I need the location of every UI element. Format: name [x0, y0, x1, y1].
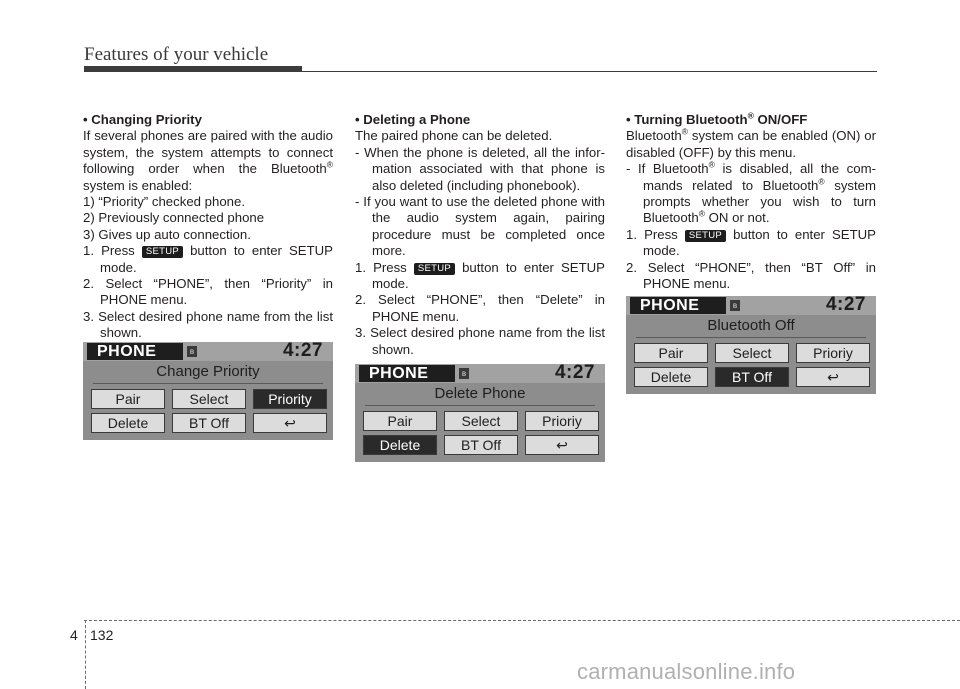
section-heading: • Deleting a Phone [355, 112, 471, 127]
section-turning-bluetooth [626, 112, 876, 292]
chapter-number: 4 [70, 627, 78, 643]
list-item: 1) “Priority” checked phone. [83, 194, 245, 210]
list-item: 2) Previously connected phone [83, 210, 265, 226]
screen-subtitle: Change Priority [156, 363, 260, 380]
screen-button-select[interactable]: Select [444, 411, 518, 431]
section-changing-priority [83, 112, 333, 342]
lcd-screen-bluetooth-off [626, 296, 876, 394]
paragraph: Bluetooth® system can be enabled (ON) or disabled (OFF) by this menu. [626, 127, 876, 160]
screen-button-pair[interactable]: Pair [363, 411, 437, 431]
step-item: 2. Select “PHONE”, then “Delete” in PHONE menu. [355, 292, 605, 324]
screen-divider [365, 405, 595, 406]
registered-mark: ® [747, 110, 754, 121]
note-item: - When the phone is deleted, all the infor-mation associated with that phone is also deleted (including phonebook). [355, 144, 605, 193]
footer-divider [85, 620, 86, 689]
list-item: 3) Gives up auto connection. [83, 226, 251, 242]
screen-button-bt-off[interactable]: BT Off [172, 413, 246, 433]
screen-clock: 4:27 [554, 364, 595, 383]
paragraph: If several phones are paired with the audio system, the system attempts to connect following order when the Bluetooth® system is enabled: [83, 128, 333, 193]
screen-clock: 4:27 [282, 342, 323, 361]
paragraph: The paired phone can be deleted. [355, 128, 553, 144]
screen-button-select[interactable]: Select [715, 343, 789, 363]
screen-title: PHONE [630, 297, 726, 314]
screen-button-delete[interactable]: Delete [91, 413, 165, 433]
screen-button-priority[interactable]: Priority [253, 389, 327, 409]
back-arrow-icon[interactable]: ↩ [796, 367, 870, 387]
screen-clock: 4:27 [825, 296, 866, 315]
registered-mark: ® [698, 209, 705, 220]
step-item: 2. Select “PHONE”, then “Priority” in PHONE menu. [83, 276, 333, 308]
bluetooth-icon: ʙ [459, 368, 469, 379]
lcd-screen-change-priority [83, 342, 333, 440]
bluetooth-icon: ʙ [187, 346, 197, 357]
step-item: 2. Select “PHONE”, then “BT Off” in PHONE menu. [626, 259, 876, 292]
header-rule [84, 71, 877, 72]
step-item: 1. Press SETUP button to enter SETUP mode. [355, 259, 605, 292]
back-arrow-icon[interactable]: ↩ [525, 435, 599, 455]
bluetooth-icon: ʙ [730, 300, 740, 311]
note-item: - If you want to use the deleted phone with the audio system again, pairing procedure must be completed once more. [355, 194, 605, 259]
step-item: 3. Select desired phone name from the list shown. [355, 325, 605, 357]
page-number: 132 [90, 627, 114, 643]
screen-button-pair[interactable]: Pair [634, 343, 708, 363]
screen-button-select[interactable]: Select [172, 389, 246, 409]
back-arrow-icon[interactable]: ↩ [253, 413, 327, 433]
setup-button-badge: SETUP [685, 230, 726, 242]
setup-button-badge: SETUP [142, 246, 183, 258]
page-header-title: Features of your vehicle [84, 44, 269, 65]
registered-mark: ® [818, 176, 825, 187]
step-item: 3. Select desired phone name from the list shown. [83, 308, 333, 341]
screen-subtitle: Bluetooth Off [707, 317, 795, 334]
registered-mark: ® [708, 159, 715, 170]
watermark: carmanualsonline.info [577, 659, 796, 684]
screen-button-priority[interactable]: Prioriy [796, 343, 870, 363]
screen-divider [636, 337, 866, 338]
screen-divider [93, 383, 323, 384]
registered-mark: ® [681, 127, 688, 138]
screen-button-priority[interactable]: Prioriy [525, 411, 599, 431]
screen-button-delete[interactable]: Delete [363, 435, 437, 455]
setup-button-badge: SETUP [414, 263, 455, 275]
lcd-screen-delete-phone [355, 364, 605, 462]
screen-subtitle: Delete Phone [434, 385, 526, 402]
note-item: - If Bluetooth® is disabled, all the com-mands related to Bluetooth® system prompts whether you wish to turn Bluetooth® ON or not. [626, 159, 876, 226]
screen-button-delete[interactable]: Delete [634, 367, 708, 387]
screen-title: PHONE [87, 343, 183, 360]
registered-mark: ® [326, 159, 333, 170]
section-deleting-phone [355, 112, 605, 358]
screen-button-bt-off[interactable]: BT Off [444, 435, 518, 455]
step-item: 1. Press SETUP button to enter SETUP mode. [626, 226, 876, 259]
screen-button-bt-off[interactable]: BT Off [715, 367, 789, 387]
screen-title: PHONE [359, 365, 455, 382]
section-heading: • Changing Priority [83, 112, 202, 127]
screen-button-pair[interactable]: Pair [91, 389, 165, 409]
section-heading: • Turning Bluetooth® ON/OFF [626, 110, 808, 127]
step-item: 1. Press SETUP button to enter SETUP mode. [83, 243, 333, 275]
footer-rule [84, 620, 960, 621]
